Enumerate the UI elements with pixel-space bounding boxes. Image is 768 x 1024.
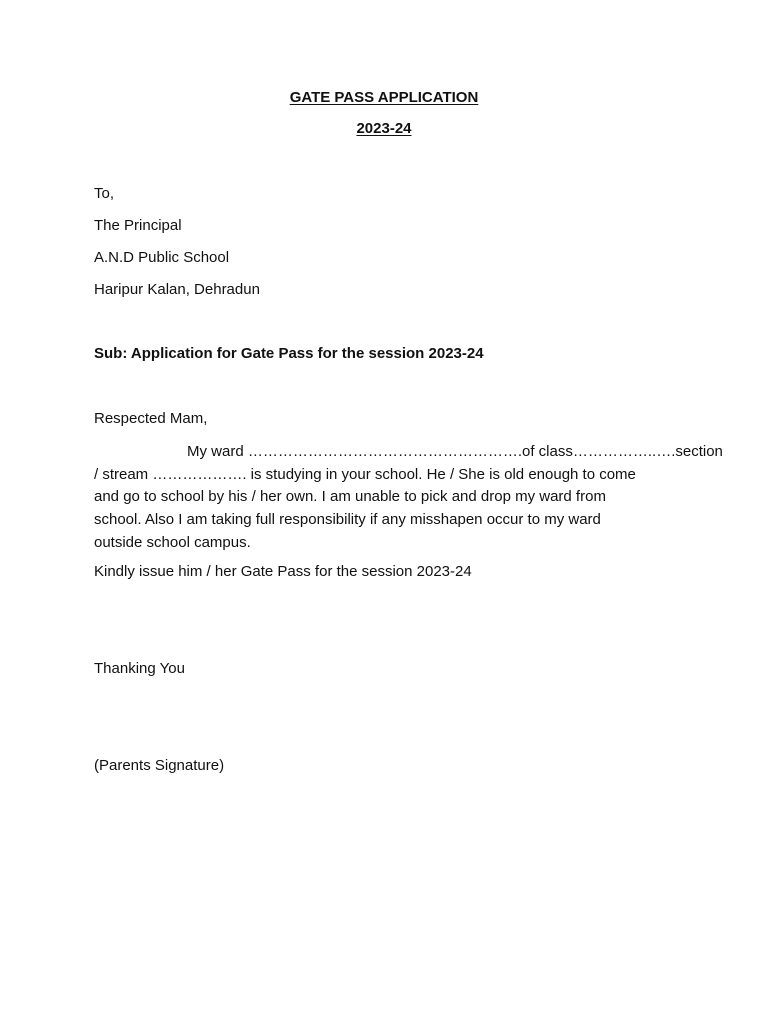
body-line: / stream ………………. is studying in your school. He / She is old enough to come xyxy=(94,465,636,483)
address-recipient: The Principal xyxy=(94,217,182,234)
request-line: Kindly issue him / her Gate Pass for the session 2023-24 xyxy=(94,563,472,580)
body-line: outside school campus. xyxy=(94,533,251,551)
address-location: Haripur Kalan, Dehradun xyxy=(94,281,260,298)
body-line: and go to school by his / her own. I am unable to pick and drop my ward from xyxy=(94,488,606,506)
body-line: school. Also I am taking full responsibility if any misshapen occur to my ward xyxy=(94,511,601,529)
address-to: To, xyxy=(94,185,115,202)
body-paragraph xyxy=(94,441,723,555)
session-heading: 2023-24 xyxy=(356,120,412,137)
document-title: GATE PASS APPLICATION xyxy=(289,89,479,106)
salutation: Respected Mam, xyxy=(94,410,208,427)
body-line: My ward ……………………………………………….of class……………..….section xyxy=(187,443,723,460)
closing-text: Thanking You xyxy=(94,660,185,677)
address-school: A.N.D Public School xyxy=(94,249,230,266)
signature-placeholder: (Parents Signature) xyxy=(94,757,225,774)
subject-line: Sub: Application for Gate Pass for the session 2023-24 xyxy=(94,345,484,362)
